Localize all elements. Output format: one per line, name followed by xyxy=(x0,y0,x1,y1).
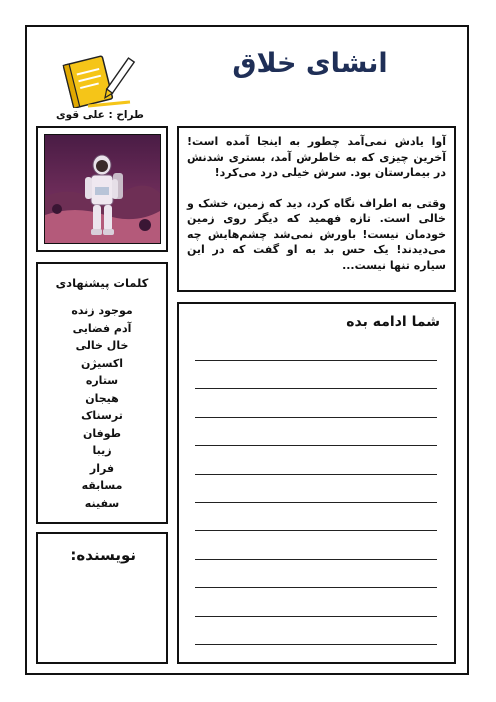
suggested-word: اکسیژن xyxy=(80,356,124,370)
continue-writing-box[interactable] xyxy=(177,302,456,664)
writing-line[interactable] xyxy=(195,616,437,617)
writer-label: نویسنده: xyxy=(70,546,136,564)
suggested-word: هیجان xyxy=(85,391,119,405)
suggested-words-title: کلمات پیشنهادی xyxy=(55,276,149,290)
writing-line[interactable] xyxy=(195,530,437,531)
astronaut-photo xyxy=(44,134,161,244)
suggested-word: ستاره xyxy=(85,374,119,387)
suggested-word: سفینه xyxy=(84,496,120,510)
suggested-word: آدم فضایی xyxy=(72,321,132,335)
astronaut-image xyxy=(45,135,160,243)
designer-credit: طراح : علی قوی xyxy=(56,109,144,121)
writing-line[interactable] xyxy=(195,360,437,361)
suggested-word: موجود زنده xyxy=(71,304,133,317)
writing-line[interactable] xyxy=(195,502,437,503)
suggested-word: زیبا xyxy=(92,444,112,457)
suggested-word: فرار xyxy=(89,461,115,475)
suggested-word: طوفان xyxy=(83,426,121,440)
story-paragraph: وقتی به اطراف نگاه کرد، دید که زمین، خشک و خالی است. تازه فهمید که دیگر روی زمین خودمان نیست! باورش نمی‌شد چشم‌هایش چه می‌دیدند! یک حس بد به او گفت که در این سیاره تنها نیست... xyxy=(187,196,446,272)
suggested-word: خال خالی xyxy=(75,339,129,352)
suggested-words-box xyxy=(36,262,168,524)
writing-line[interactable] xyxy=(195,474,437,475)
story-prompt-box xyxy=(177,126,456,292)
notebook-pencil-icon xyxy=(58,52,136,108)
page-title: انشای خلاق xyxy=(232,48,388,79)
writing-line[interactable] xyxy=(195,417,437,418)
suggested-word: ترسناک xyxy=(81,409,123,422)
writing-line[interactable] xyxy=(195,587,437,588)
writing-line[interactable] xyxy=(195,644,437,645)
writing-line[interactable] xyxy=(195,388,437,389)
writing-line[interactable] xyxy=(195,445,437,446)
writer-box[interactable] xyxy=(36,532,168,664)
suggested-word: مسابقه xyxy=(81,479,123,492)
writing-line[interactable] xyxy=(195,559,437,560)
story-paragraph: آوا یادش نمی‌آمد چطور به اینجا آمده است! آخرین چیزی که به خاطرش آمد، بستری شدنش در بیمارستان بود. سرش خیلی درد می‌کرد! xyxy=(187,135,446,179)
continue-title: شما ادامه بده xyxy=(346,314,440,330)
suggested-words-list xyxy=(38,302,166,512)
photo-frame xyxy=(36,126,168,252)
